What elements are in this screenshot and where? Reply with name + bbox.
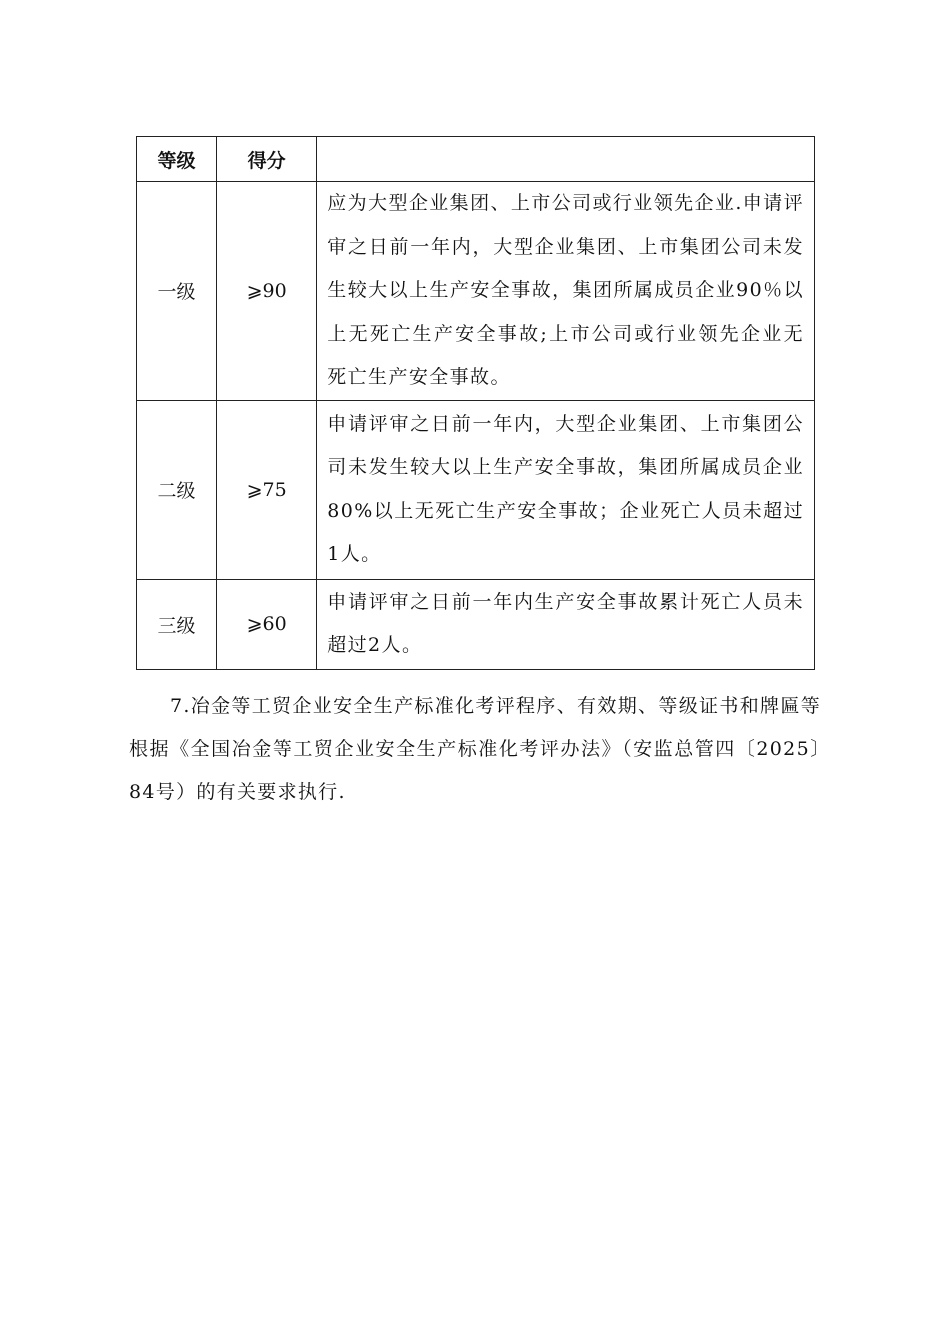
condition-cell: 申请评审之日前一年内生产安全事故累计死亡人员未超过2人。 bbox=[317, 579, 815, 669]
grade-criteria-table bbox=[136, 136, 815, 670]
score-cell: ⩾75 bbox=[217, 400, 317, 579]
header-condition bbox=[317, 137, 815, 182]
table-row bbox=[137, 182, 815, 401]
table-header-row bbox=[137, 137, 815, 182]
body-paragraph: 7.冶金等工贸企业安全生产标准化考评程序、有效期、等级证书和牌匾等根据《全国冶金等工贸企业安全生产标准化考评办法》（安监总管四〔2025〕84号）的有关要求执行. bbox=[129, 695, 821, 803]
score-cell: ⩾60 bbox=[217, 579, 317, 669]
table-row bbox=[137, 400, 815, 579]
condition-cell: 应为大型企业集团、上市公司或行业领先企业.申请评审之日前一年内，大型企业集团、上市集团公司未发生较大以上生产安全事故，集团所属成员企业90％以上无死亡生产安全事故;上市公司或行业领先企业无死亡生产安全事故。 bbox=[317, 182, 815, 401]
table-row bbox=[137, 579, 815, 669]
header-score: 得分 bbox=[217, 137, 317, 182]
grade-cell: 三级 bbox=[137, 579, 217, 669]
grade-cell: 二级 bbox=[137, 400, 217, 579]
score-cell: ⩾90 bbox=[217, 182, 317, 401]
condition-cell: 申请评审之日前一年内，大型企业集团、上市集团公司未发生较大以上生产安全事故，集团所属成员企业80%以上无死亡生产安全事故；企业死亡人员未超过1人。 bbox=[317, 400, 815, 579]
header-grade: 等级 bbox=[137, 137, 217, 182]
grade-cell: 一级 bbox=[137, 182, 217, 401]
